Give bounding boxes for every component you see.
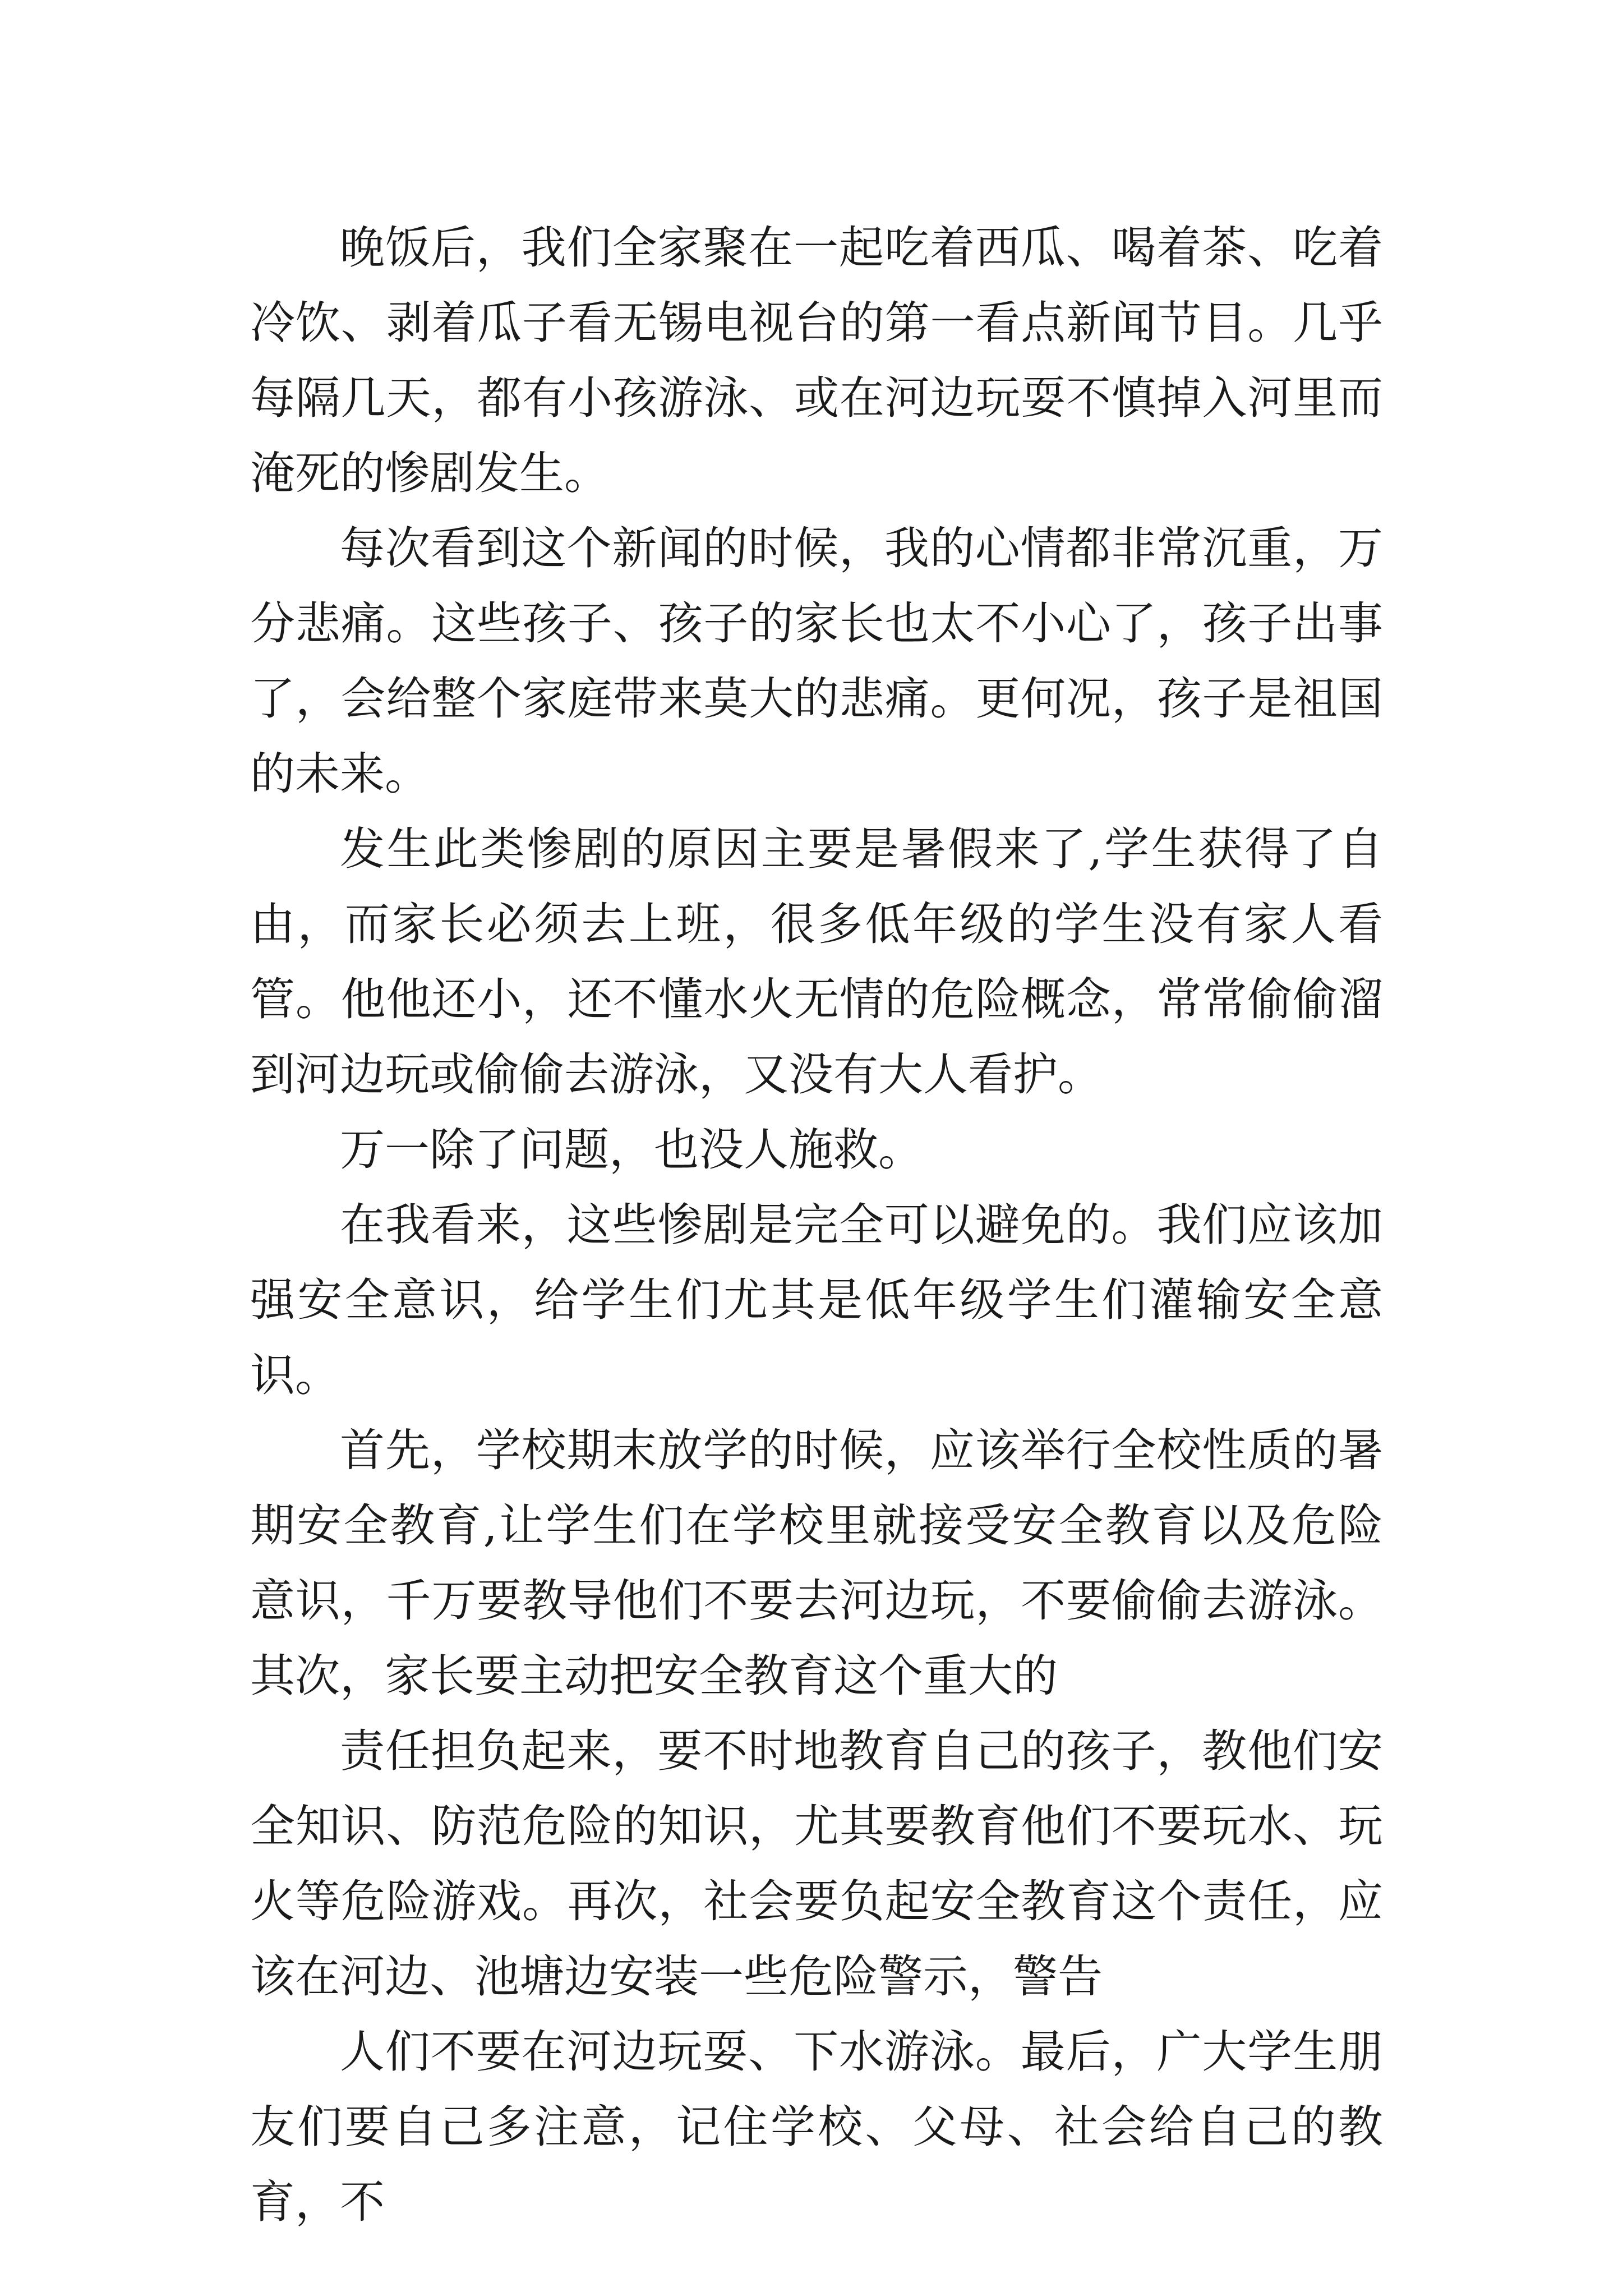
paragraph: 发生此类惨剧的原因主要是暑假来了,学生获得了自由，而家长必须去上班，很多低年级的学生没有家人看管。他他还小，还不懂水火无情的危险概念，常常偷偷溜到河边玩或偷偷去游泳，又没有大人看护。 — [250, 823, 1383, 1101]
document-body — [250, 210, 1383, 2240]
paragraph: 每次看到这个新闻的时候，我的心情都非常沉重，万分悲痛。这些孩子、孩子的家长也太不小心了，孩子出事了，会给整个家庭带来莫大的悲痛。更何况，孩子是祖国的未来。 — [250, 522, 1383, 800]
paragraph: 首先，学校期末放学的时候，应该举行全校性质的暑期安全教育,让学生们在学校里就接受安全教育以及危险意识，千万要教导他们不要去河边玩，不要偷偷去游泳。其次，家长要主动把安全教育这个重大的 — [250, 1424, 1383, 1702]
paragraph: 人们不要在河边玩耍、下水游泳。最后，广大学生朋友们要自己多注意，记住学校、父母、社会给自己的教育，不 — [250, 2026, 1383, 2228]
paragraph: 万一除了问题，也没人施救。 — [340, 1124, 923, 1176]
paragraph: 晚饭后，我们全家聚在一起吃着西瓜、喝着茶、吃着冷饮、剥着瓜子看无锡电视台的第一看点新闻节目。几乎每隔几天，都有小孩游泳、或在河边玩耍不慎掉入河里而淹死的惨剧发生。 — [250, 222, 1383, 499]
paragraph: 责任担负起来，要不时地教育自己的孩子，教他们安全知识、防范危险的知识，尤其要教育他们不要玩水、玩火等危险游戏。再次，社会要负起安全教育这个责任，应该在河边、池塘边安装一些危险警示，警告 — [250, 1725, 1383, 2003]
paragraph: 在我看来，这些惨剧是完全可以避免的。我们应该加强安全意识，给学生们尤其是低年级学生们灌输安全意识。 — [250, 1199, 1383, 1401]
